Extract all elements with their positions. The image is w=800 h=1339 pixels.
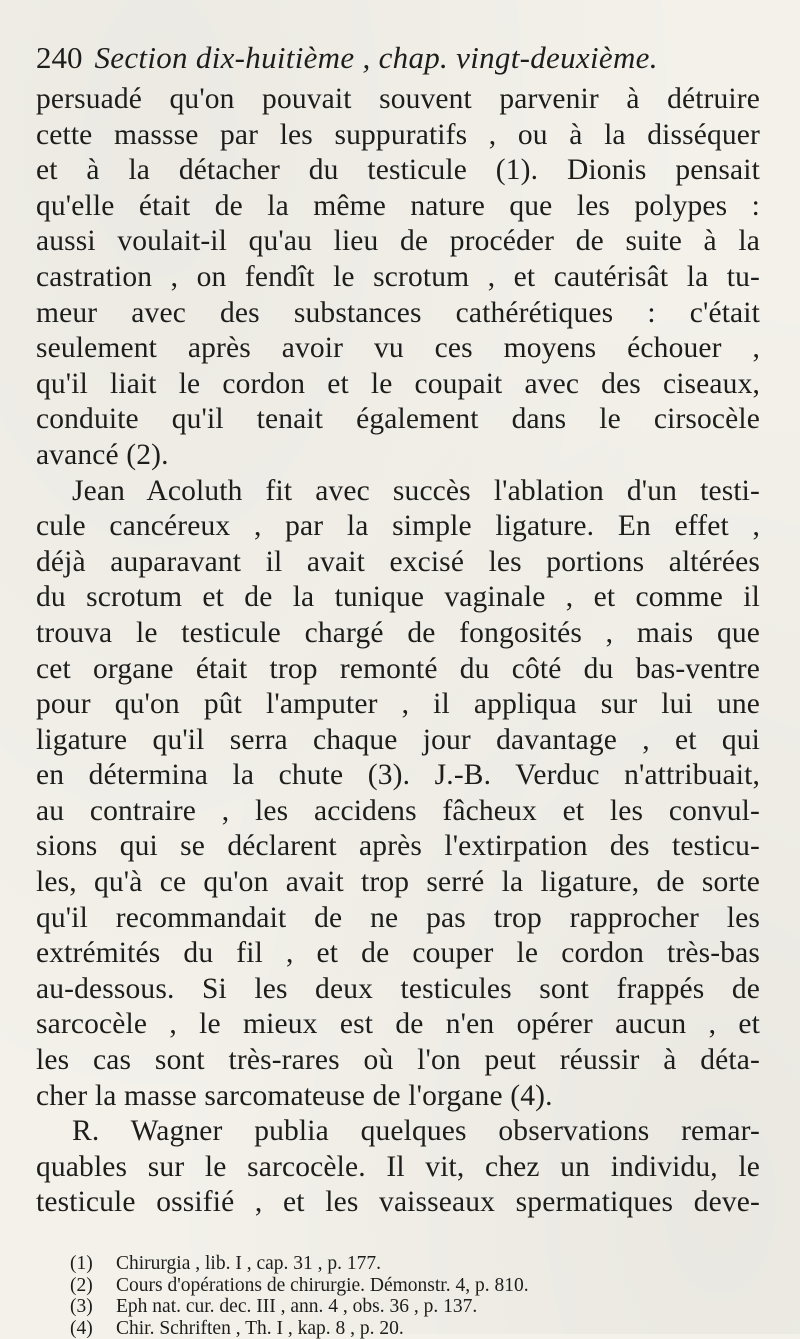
footnote-number: (4) xyxy=(70,1318,116,1339)
footnote xyxy=(70,1318,760,1339)
text-line: castration , on fendît le scrotum , et cautérisât la tu- xyxy=(36,260,760,296)
text-line: meur avec des substances cathérétiques : c'était xyxy=(36,296,760,332)
footnote-text: Chir. Schriften , Th. I , kap. 8 , p. 20. xyxy=(116,1318,404,1339)
footnote-number: (2) xyxy=(70,1275,116,1297)
footnote-text: Eph nat. cur. dec. III , ann. 4 , obs. 36 , p. 137. xyxy=(116,1296,477,1317)
text-line: persuadé qu'on pouvait souvent parvenir à détruire xyxy=(36,82,760,118)
footnote xyxy=(70,1296,760,1318)
footnotes xyxy=(36,1253,760,1339)
text-line: au-dessous. Si les deux testicules sont frappés de xyxy=(36,972,760,1008)
text-line: Jean Acoluth fit avec succès l'ablation d'un testi- xyxy=(36,474,760,510)
page-header xyxy=(36,38,760,78)
text-line: ligature qu'il serra chaque jour davantage , et qui xyxy=(36,723,760,759)
text-line: quables sur le sarcocèle. Il vit, chez un individu, le xyxy=(36,1150,760,1186)
text-line: testicule ossifié , et les vaisseaux spermatiques deve- xyxy=(36,1185,760,1221)
text-line: les cas sont très-rares où l'on peut réussir à déta- xyxy=(36,1043,760,1079)
text-line: sarcocèle , le mieux est de n'en opérer aucun , et xyxy=(36,1007,760,1043)
footnote-text: Chirurgia , lib. I , cap. 31 , p. 177. xyxy=(116,1253,381,1274)
running-head: Section dix-huitième , chap. vingt-deuxième. xyxy=(95,38,658,78)
text-line: sions qui se déclarent après l'extirpation des testicu- xyxy=(36,829,760,865)
text-line: déjà auparavant il avait excisé les portions altérées xyxy=(36,545,760,581)
text-line: qu'il recommandait de ne pas trop rapprocher les xyxy=(36,901,760,937)
text-line: du scrotum et de la tunique vaginale , et comme il xyxy=(36,580,760,616)
footnote xyxy=(70,1275,760,1297)
text-line: et à la détacher du testicule (1). Dionis pensait xyxy=(36,153,760,189)
text-line: cet organe était trop remonté du côté du bas-ventre xyxy=(36,652,760,688)
text-line: cher la masse sarcomateuse de l'organe (4). xyxy=(36,1079,760,1115)
text-line: trouva le testicule chargé de fongosités , mais que xyxy=(36,616,760,652)
text-line: en détermina la chute (3). J.-B. Verduc n'attribuait, xyxy=(36,758,760,794)
text-line: R. Wagner publia quelques observations remar- xyxy=(36,1114,760,1150)
text-line: qu'elle était de la même nature que les polypes : xyxy=(36,189,760,225)
text-line: avancé (2). xyxy=(36,438,760,474)
page-number: 240 xyxy=(36,38,83,78)
footnote-number: (1) xyxy=(70,1253,116,1275)
text-line: pour qu'on pût l'amputer , il appliqua sur lui une xyxy=(36,687,760,723)
text-line: extrémités du fil , et de couper le cordon très-bas xyxy=(36,936,760,972)
footnote-number: (3) xyxy=(70,1296,116,1318)
footnote xyxy=(70,1253,760,1275)
text-line: cette massse par les suppuratifs , ou à la disséquer xyxy=(36,118,760,154)
text-line: cule cancéreux , par la simple ligature. En effet , xyxy=(36,509,760,545)
text-line: au contraire , les accidens fâcheux et les convul- xyxy=(36,794,760,830)
text-line: conduite qu'il tenait également dans le cirsocèle xyxy=(36,402,760,438)
text-line: les, qu'à ce qu'on avait trop serré la ligature, de sorte xyxy=(36,865,760,901)
body-text xyxy=(36,82,760,1221)
text-line: aussi voulait-il qu'au lieu de procéder de suite à la xyxy=(36,224,760,260)
text-line: seulement après avoir vu ces moyens échouer , xyxy=(36,331,760,367)
text-line: qu'il liait le cordon et le coupait avec des ciseaux, xyxy=(36,367,760,403)
footnote-text: Cours d'opérations de chirurgie. Démonstr. 4, p. 810. xyxy=(116,1275,529,1296)
